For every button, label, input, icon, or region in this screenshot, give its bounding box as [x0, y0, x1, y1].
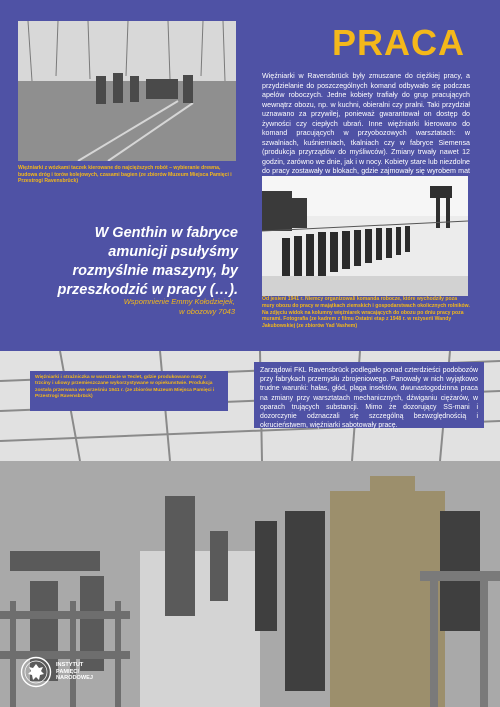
- caption-2: Od jesieni 1941 r. Niemcy organizowali komanda robocze, które wychodziły poza mury obozu do pracy w majątkach ziemskich i gospodarstwach okolicznych rolników. Na zdjęciu widok na kolumny więźniarek wracających do obozu po dniu pracy poza murami. Fotografia (ze kadrem z filmu Ostatni etap z 1948 r. w reżyserii Wandy Jakubowskiej (ze zbiorów Yad Vashem): [262, 296, 470, 330]
- quote: W Genthin w fabryce amunicji psułyśmy rozmyślnie maszyny, by przeszkodzić w pracy (…).: [57, 225, 238, 298]
- photo-prisoners-column: [262, 176, 468, 296]
- page-title: PRACA: [331, 22, 465, 63]
- logo-line-3: NARODOWEJ: [56, 675, 93, 682]
- photo-prisoners-carts: [18, 21, 236, 161]
- logo-line-1: INSTYTUT: [56, 662, 84, 669]
- ipn-logo: [20, 656, 93, 688]
- quote-source-line-2: w obozowy 7043: [179, 307, 235, 316]
- main-text: Więźniarki w Ravensbrück były zmuszane do ciężkiej pracy, a przydzielanie do poszczególnych komand odbywało się podczas apelów roboczych. Jedne kobiety trafiały do grup pracujących wewnątrz obozu, np. w kuchni, obieralni czy pralni. Taki przydział uznawano za przywilej, ponieważ gwarantował on dostęp do żywności czy ciepłych ubrań. Inne więźniarki kierowano do komand pracujących w przyobozowych warsztatach: w szwalniach, kuśnierniach, tkalniach czy w fabryce Siemensa (produkcja przyrządów do myśliwców). Zmiany trwały nawet 12 godzin, zarówno we dnie, jak i w nocy. Kobiety stare lub niezdolne do pracy zostawały w blokach, gdzie zajmowały się wyrobem mat: [262, 72, 470, 175]
- logo-text: [56, 662, 93, 682]
- eagle-seal-icon: [20, 656, 52, 688]
- lower-text: Zarządowi FKL Ravensbrück podlegało ponad czterdzieści podobozów przy fabrykach przemysłu zbrojeniowego. Panowały w nich wyjątkowo trudne warunki: hałas, głód, plaga insektów, dwunastogodzinna praca na zmiany przy warsztatach mechanicznych, dźwiganiu ciężarów, w oparach trujących substancji. Mimo że dozorujący SS-mani i dozorczynie odznaczali się szczególną bezwzględnością i okrucieństwem, więźniarki sabotowały pracę.: [254, 362, 484, 428]
- caption-3: Więźniarki i strażniczka w warsztacie w Teclet, gdzie produkowano maty z trzciny i uliowy przemieszczane wykorzystywane w opiekunstwie. Produkcja została przerwana we wrześniu 1941 r. (ze zbiorów Muzeum Miejsca Pamięci i Przestrogi Ravensbrück): [30, 371, 228, 411]
- quote-source-line-1: Wspomnienie Emmy Kołodziejek,: [123, 297, 235, 306]
- quote-source: [35, 297, 235, 317]
- caption-1: Więźniarki z wózkami taczek kierowane do najcięższych robót – wybieranie drewna, budowa dróg i torów kolejowych, czasami bagien (ze zbiorów Muzeum Miejsca Pamięci i Przestrogi Ravensbrück): [18, 165, 232, 185]
- logo-line-2: PAMIĘCI: [56, 668, 79, 675]
